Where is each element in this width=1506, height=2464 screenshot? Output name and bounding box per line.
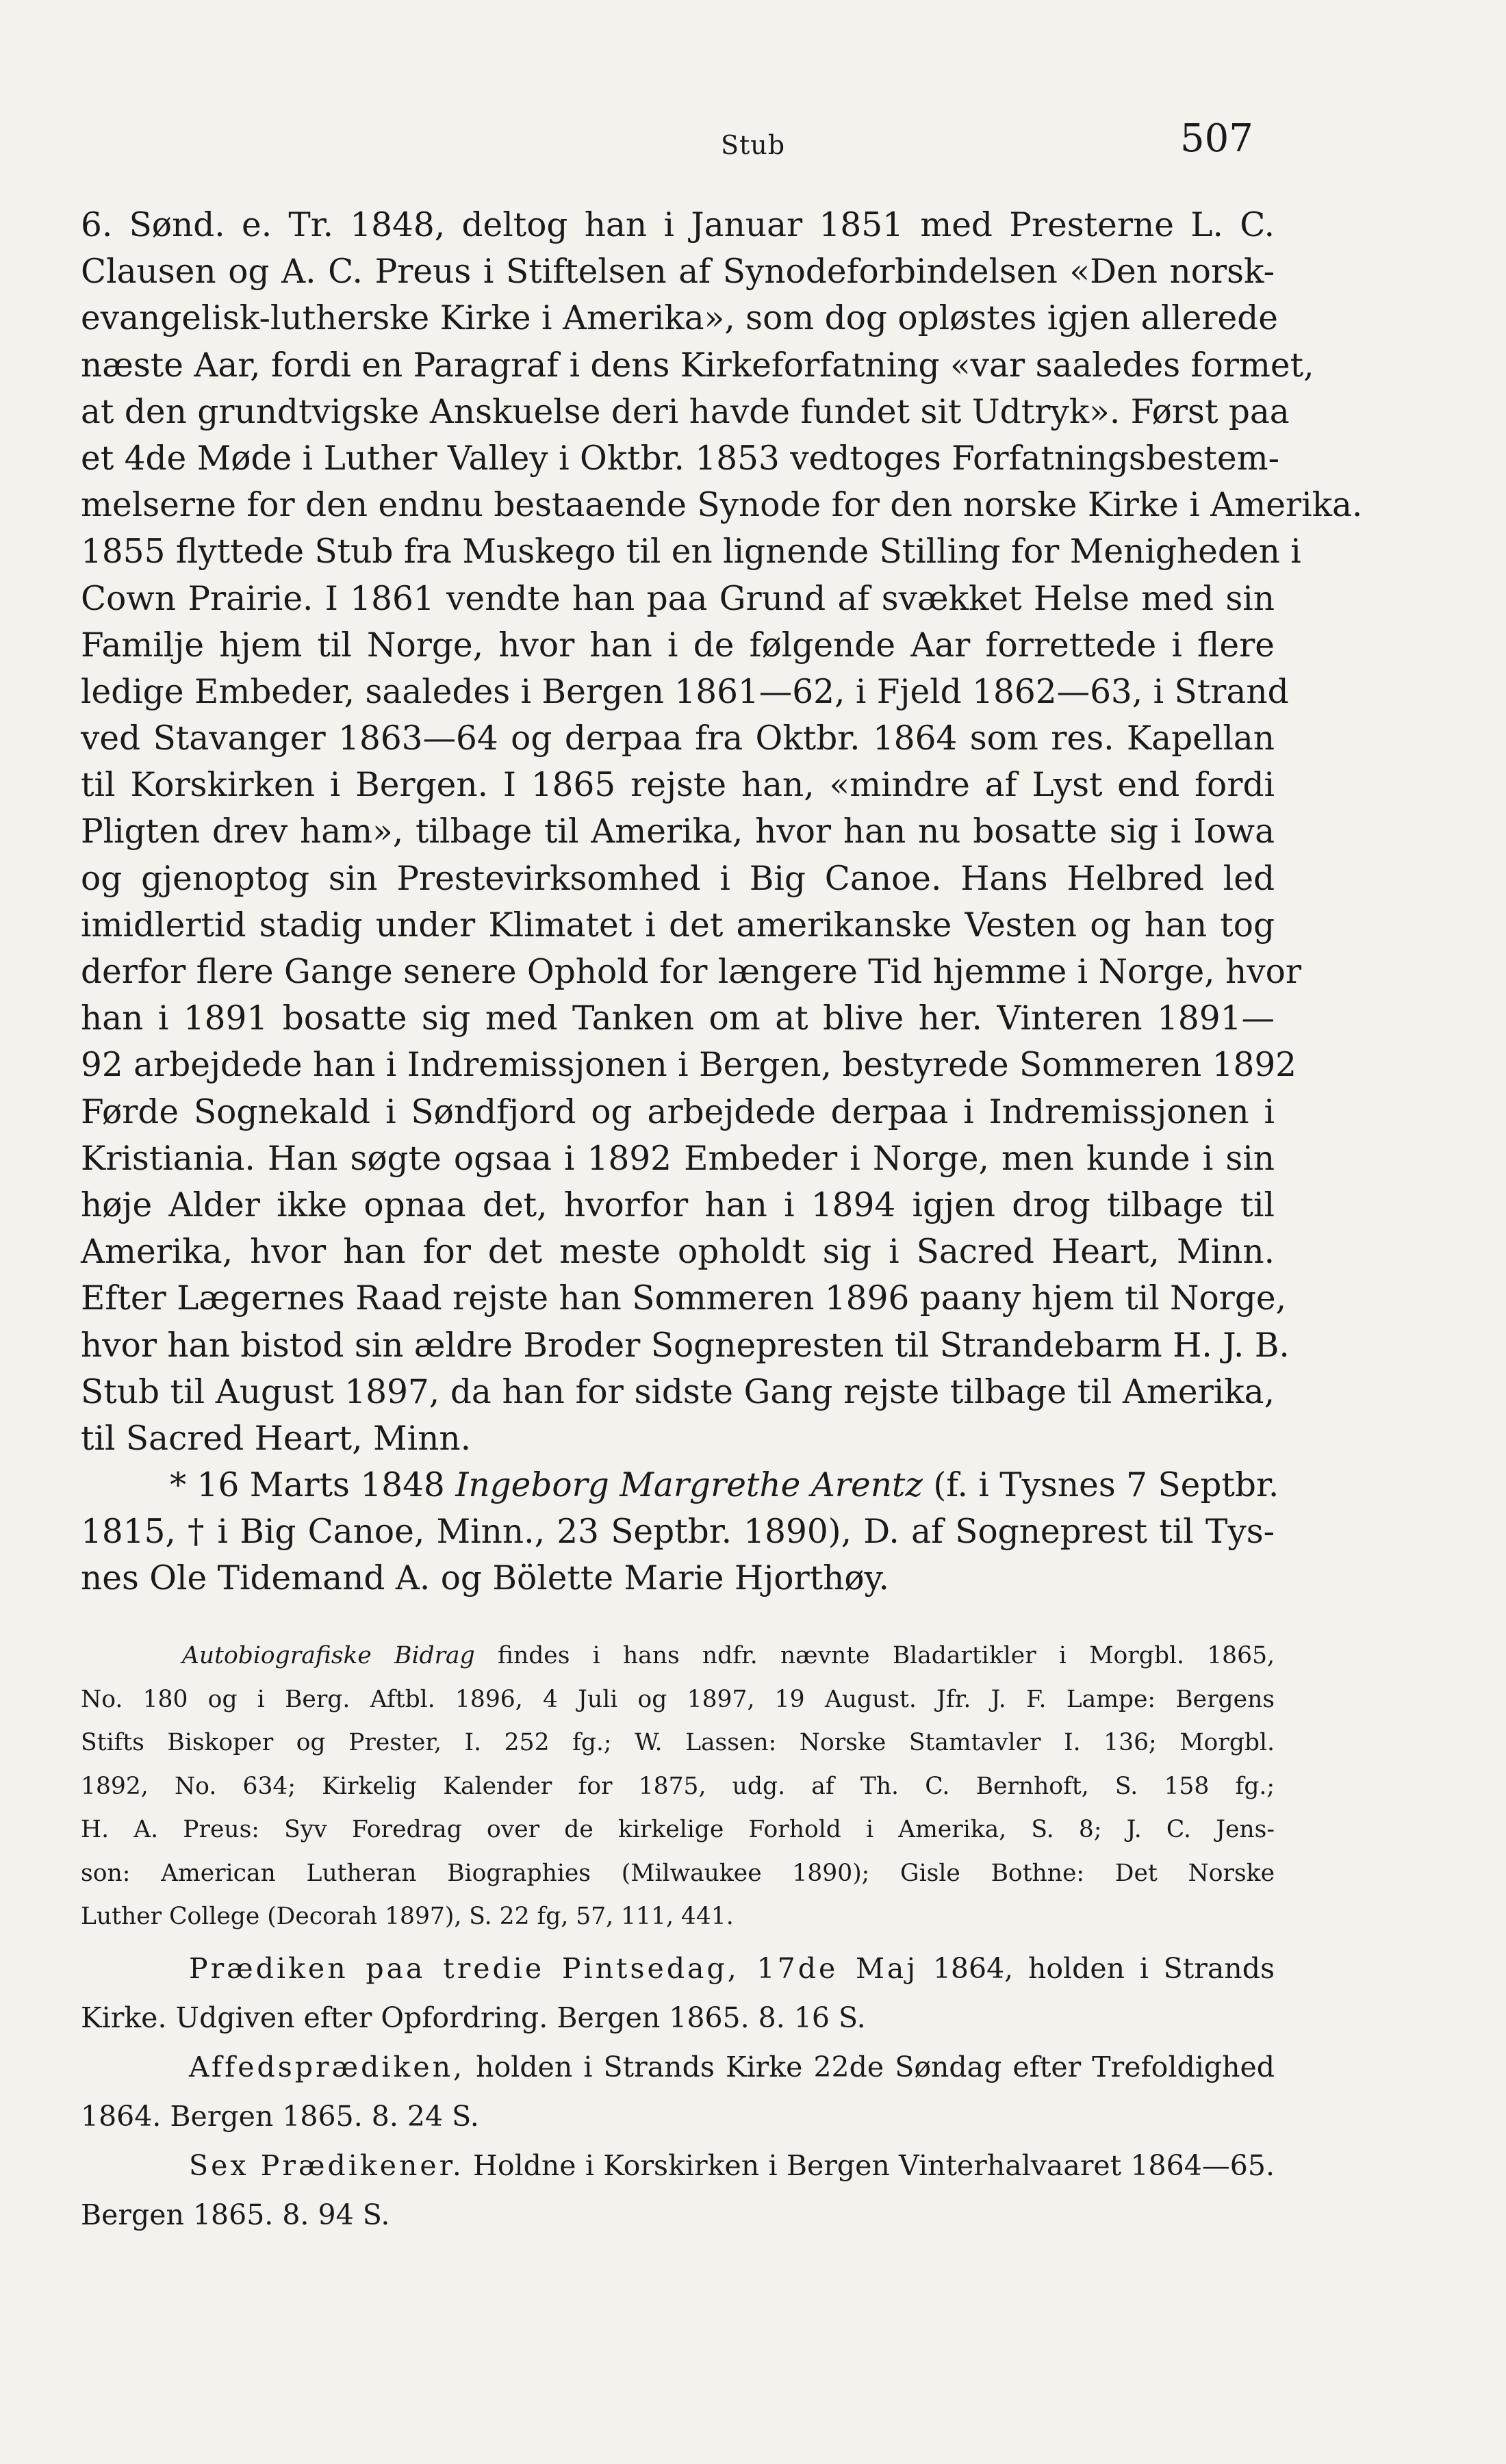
reference-line: 1892, No. 634; Kirkelig Kalender for 1875, udg. af Th. C. Bernhoft, S. 158 fg.;: [81, 1772, 1275, 1800]
work-entry-cont: Bergen 1865. 8. 94 S.: [81, 2198, 390, 2231]
text-line: Familje hjem til Norge, hvor han i de følgende Aar forrettede i flere: [81, 626, 1275, 665]
work-title: Affedsprædiken,: [189, 2051, 465, 2083]
work-title: Prædiken paa tredie Pintsedag, 17de Maj: [189, 1952, 919, 1985]
text-line: derfor flere Gange senere Ophold for længere Tid hjemme i Norge, hvor: [81, 953, 1302, 991]
work-detail: Holdne i Korskirken i Bergen Vinterhalvaaret 1864—65.: [463, 2149, 1275, 2182]
reference-text: findes i hans ndfr. nævnte Bladartikler i Morgbl. 1865,: [474, 1642, 1275, 1669]
text-line: Førde Sognekald i Søndfjord og arbejdede derpaa i Indremissjonen i: [81, 1092, 1275, 1131]
text-line: melserne for den endnu bestaaende Synode for den norske Kirke i Amerika.: [81, 486, 1363, 525]
text-line: at den grundtvigske Anskuelse deri havde fundet sit Udtryk». Først paa: [81, 392, 1290, 431]
works-list: [81, 1944, 1275, 2240]
work-entry: [81, 2042, 1275, 2092]
references-block: [81, 1634, 1275, 1939]
marriage-line: nes Ole Tidemand A. og Bölette Marie Hjorthøy.: [81, 1559, 889, 1598]
work-title: Sex Prædikener.: [189, 2149, 464, 2182]
page-number: 507: [1180, 116, 1253, 161]
work-detail: 1864, holden i Strands: [918, 1952, 1275, 1985]
text-line: hvor han bistod sin ældre Broder Sognepresten til Strandebarm H. J. B.: [81, 1326, 1290, 1365]
text-line: ledige Embeder, saaledes i Bergen 1861—62, i Fjeld 1862—63, i Strand: [81, 672, 1289, 711]
work-detail: holden i Strands Kirke 22de Søndag efter Trefoldighed: [465, 2051, 1275, 2083]
text-line: Clausen og A. C. Preus i Stiftelsen af Synodeforbindelsen «Den norsk-: [81, 253, 1275, 292]
text-line: Kristiania. Han søgte ogsaa i 1892 Embeder i Norge, men kunde i sin: [81, 1139, 1275, 1178]
text-line: til Korskirken i Bergen. I 1865 rejste han, «mindre af Lyst end fordi: [81, 766, 1275, 805]
main-paragraph: [81, 202, 1363, 1602]
text-line: 6. Sønd. e. Tr. 1848, deltog han i Januar 1851 med Presterne L. C.: [81, 206, 1275, 244]
running-title: Stub: [720, 130, 786, 160]
text-line: næste Aar, fordi en Paragraf i dens Kirkeforfatning «var saaledes formet,: [81, 346, 1314, 385]
text-line: Pligten drev ham», tilbage til Amerika, hvor han nu bosatte sig i Iowa: [81, 812, 1275, 851]
reference-line: Stifts Biskoper og Prester, I. 252 fg.; W. Lassen: Norske Stamtavler I. 136; Morgbl.: [81, 1729, 1275, 1756]
reference-line: Luther College (Decorah 1897), S. 22 fg, 57, 111, 441.: [81, 1903, 734, 1930]
text-line: til Sacred Heart, Minn.: [81, 1419, 472, 1458]
text-line: evangelisk-lutherske Kirke i Amerika», som dog opløstes igjen allerede: [81, 299, 1278, 338]
text-line: 92 arbejdede han i Indremissjonen i Bergen, bestyrede Sommeren 1892: [81, 1046, 1297, 1085]
reference-line: No. 180 og i Berg. Aftbl. 1896, 4 Juli og 1897, 19 August. Jfr. J. F. Lampe: Bergens: [81, 1685, 1275, 1713]
reference-line: H. A. Preus: Syv Foredrag over de kirkelige Forhold i Amerika, S. 8; J. C. Jens-: [81, 1816, 1275, 1843]
marriage-date: * 16 Marts 1848: [170, 1466, 456, 1505]
text-line: høje Alder ikke opnaa det, hvorfor han i 1894 igjen drog tilbage til: [81, 1185, 1275, 1224]
marriage-line: 1815, † i Big Canoe, Minn., 23 Septbr. 1890), D. af Sogneprest til Tys-: [81, 1513, 1275, 1552]
work-entry-cont: Kirke. Udgiven efter Opfordring. Bergen 1865. 8. 16 S.: [81, 2001, 866, 2034]
reference-title: Autobiografiske Bidrag: [182, 1642, 475, 1669]
marriage-detail: (f. i Tysnes 7 Septbr.: [922, 1466, 1279, 1505]
text-line: ved Stavanger 1863—64 og derpaa fra Oktbr. 1864 som res. Kapellan: [81, 719, 1275, 758]
text-line: 1855 flyttede Stub fra Muskego til en lignende Stilling for Menigheden i: [81, 532, 1301, 572]
text-line: Efter Lægernes Raad rejste han Sommeren 1896 paany hjem til Norge,: [81, 1279, 1286, 1318]
work-entry: [81, 1944, 1275, 1993]
spouse-name: Ingeborg Margrethe Arentz: [455, 1466, 923, 1505]
text-line: han i 1891 bosatte sig med Tanken om at blive her. Vinteren 1891—: [81, 999, 1275, 1038]
reference-line: [81, 1634, 1275, 1678]
work-entry: [81, 2141, 1275, 2190]
text-line: Amerika, hvor han for det meste opholdt sig i Sacred Heart, Minn.: [81, 1233, 1275, 1272]
marriage-line: [81, 1462, 1279, 1509]
text-line: Cown Prairie. I 1861 vendte han paa Grund af svækket Helse med sin: [81, 579, 1275, 618]
reference-line: son: American Lutheran Biographies (Milwaukee 1890); Gisle Bothne: Det Norske: [81, 1859, 1275, 1887]
text-line: imidlertid stadig under Klimatet i det amerikanske Vesten og han tog: [81, 906, 1275, 945]
text-line: og gjenoptog sin Prestevirksomhed i Big Canoe. Hans Helbred led: [81, 859, 1275, 898]
text-line: et 4de Møde i Luther Valley i Oktbr. 1853 vedtoges Forfatningsbestem-: [81, 439, 1279, 478]
text-line: Stub til August 1897, da han for sidste Gang rejste tilbage til Amerika,: [81, 1372, 1275, 1411]
work-entry-cont: 1864. Bergen 1865. 8. 24 S.: [81, 2100, 479, 2133]
